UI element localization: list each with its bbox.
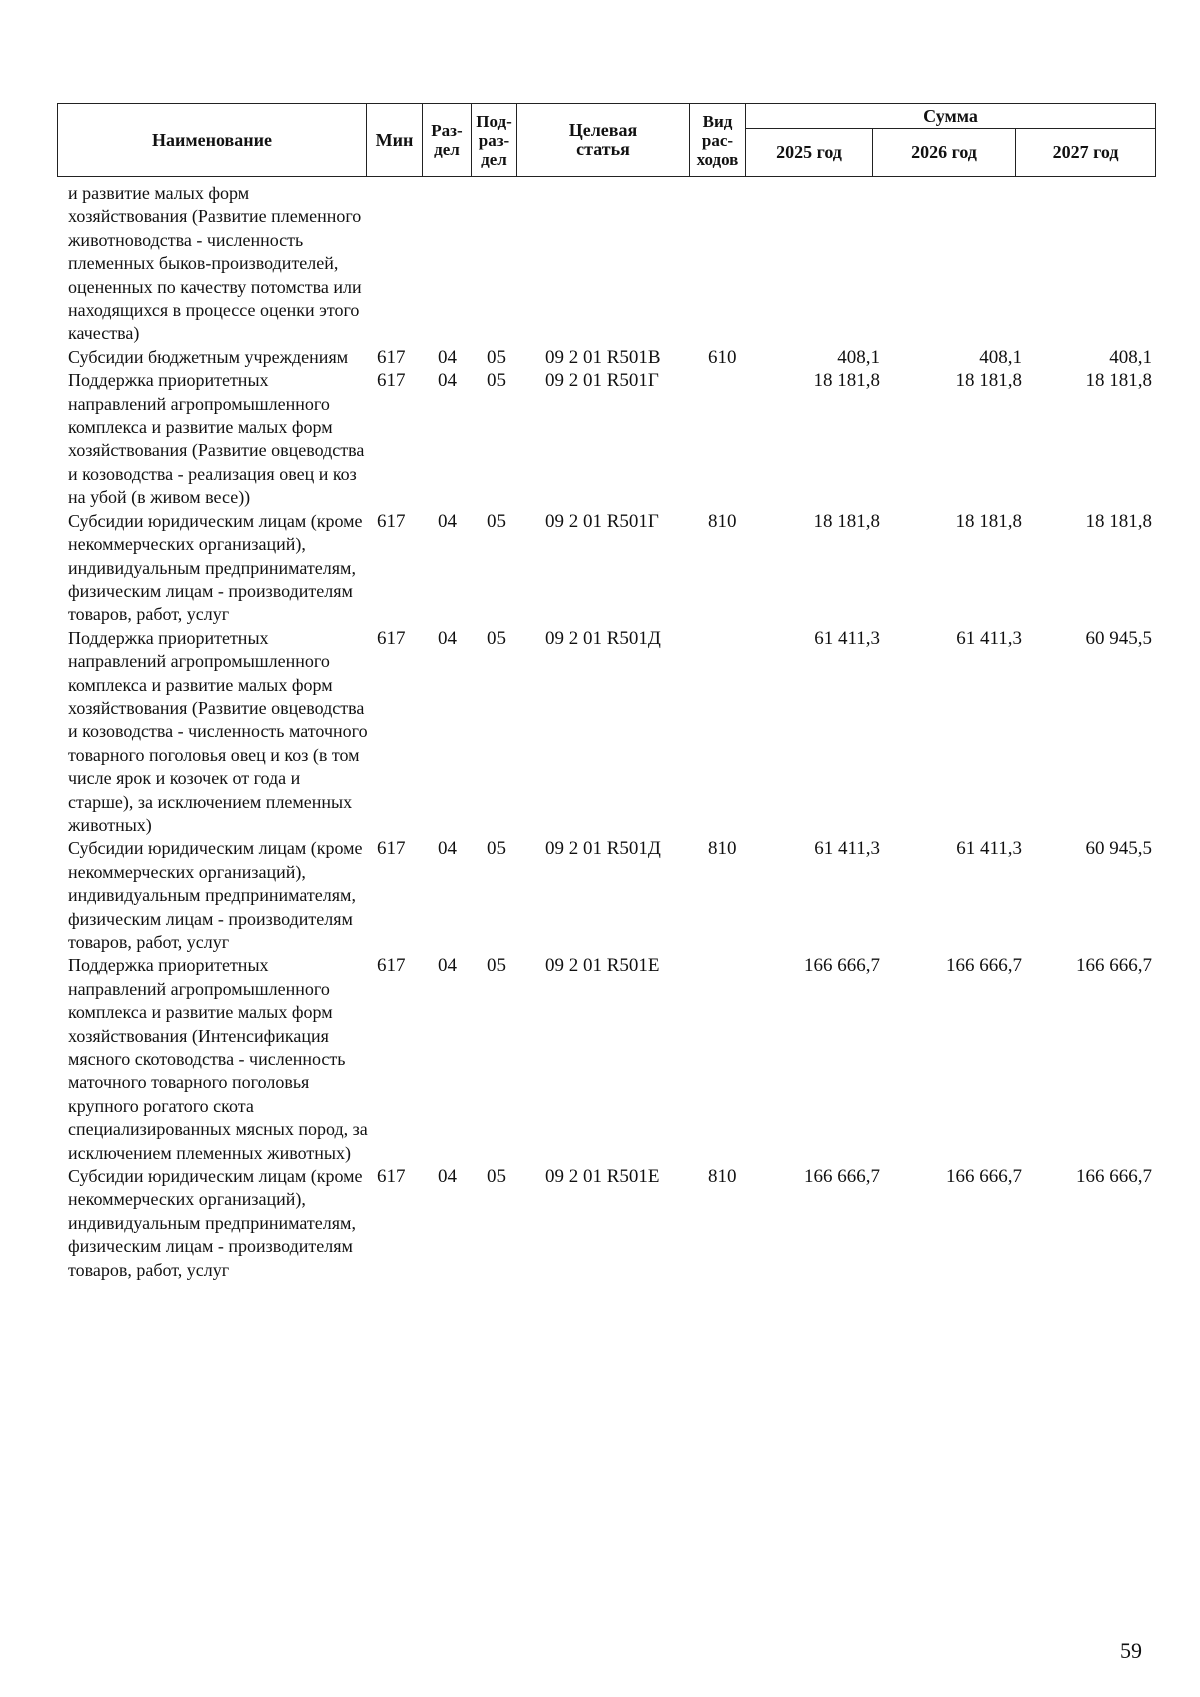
row-value-2025: 408,1 bbox=[837, 346, 880, 368]
header-podrazdel-text: Под- раз- дел bbox=[476, 111, 512, 169]
row-cel-statya: 09 2 01 R501Е bbox=[545, 955, 660, 977]
row-cel-statya: 09 2 01 R501Г bbox=[545, 510, 659, 532]
row-min: 617 bbox=[377, 838, 406, 860]
row-min: 617 bbox=[377, 627, 406, 649]
table-row bbox=[0, 954, 1200, 1165]
row-podrazdel: 05 bbox=[487, 1166, 506, 1188]
row-razdel: 04 bbox=[438, 346, 457, 368]
row-podrazdel: 05 bbox=[487, 346, 506, 368]
table-row bbox=[0, 837, 1200, 954]
row-podrazdel: 05 bbox=[487, 627, 506, 649]
row-name: Поддержка приоритетных направлений агропромышленного комплекса и развитие малых форм хозяйствования (Интенсификация мясного скотоводства - численность маточного товарного поголовья крупного рогатого скота специализированных мясных пород, за исключением племенных животных) bbox=[68, 955, 368, 1163]
row-value-2025: 18 181,8 bbox=[813, 370, 880, 392]
row-value-2025: 61 411,3 bbox=[814, 627, 880, 649]
table-row bbox=[0, 1165, 1200, 1282]
row-value-2026: 61 411,3 bbox=[956, 838, 1022, 860]
row-value-2026: 61 411,3 bbox=[956, 627, 1022, 649]
row-name: Субсидии юридическим лицам (кроме некоммерческих организаций), индивидуальным предпринимателям, физическим лицам - производителям товаров, работ, услуг bbox=[68, 838, 363, 952]
row-cel-statya: 09 2 01 R501Д bbox=[545, 838, 661, 860]
row-name: и развитие малых форм хозяйствования (Развитие племенного животноводства - численность племенных быков-производителей, оцененных по качеству потомства или находящихся в процессе оценки этого качества) bbox=[68, 183, 362, 344]
table-row bbox=[0, 369, 1200, 509]
row-value-2025: 166 666,7 bbox=[804, 1166, 880, 1188]
row-razdel: 04 bbox=[438, 510, 457, 532]
page-number: 59 bbox=[1120, 1638, 1142, 1663]
row-value-2025: 61 411,3 bbox=[814, 838, 880, 860]
row-podrazdel: 05 bbox=[487, 370, 506, 392]
table-header bbox=[57, 103, 1156, 177]
row-value-2026: 408,1 bbox=[979, 346, 1022, 368]
row-min: 617 bbox=[377, 510, 406, 532]
table-row bbox=[0, 627, 1200, 838]
table-row bbox=[0, 346, 1200, 369]
row-vid: 810 bbox=[708, 510, 737, 532]
row-cel-statya: 09 2 01 R501В bbox=[545, 346, 661, 368]
row-razdel: 04 bbox=[438, 838, 457, 860]
row-vid: 810 bbox=[708, 1166, 737, 1188]
row-name: Поддержка приоритетных направлений агропромышленного комплекса и развитие малых форм хозяйствования (Развитие овцеводства и козоводства - численность маточного товарного поголовья овец и коз (в том числе ярок и козочек от года и старше), за исключением племенных животных) bbox=[68, 627, 368, 835]
row-razdel: 04 bbox=[438, 1166, 457, 1188]
row-value-2027: 408,1 bbox=[1109, 346, 1152, 368]
row-razdel: 04 bbox=[438, 627, 457, 649]
row-razdel: 04 bbox=[438, 370, 457, 392]
header-cel-statya bbox=[517, 104, 690, 177]
row-vid: 610 bbox=[708, 346, 737, 368]
row-value-2027: 166 666,7 bbox=[1076, 1166, 1152, 1188]
table-row bbox=[0, 182, 1200, 346]
header-summa: Сумма bbox=[746, 104, 1156, 129]
row-value-2025: 18 181,8 bbox=[813, 510, 880, 532]
header-name: Наименование bbox=[58, 104, 367, 177]
table-body bbox=[0, 182, 1200, 1282]
header-year-2025: 2025 год bbox=[746, 129, 873, 177]
row-podrazdel: 05 bbox=[487, 955, 506, 977]
header-year-2026: 2026 год bbox=[873, 129, 1016, 177]
row-value-2026: 166 666,7 bbox=[946, 955, 1022, 977]
row-value-2027: 60 945,5 bbox=[1085, 838, 1152, 860]
row-value-2026: 18 181,8 bbox=[955, 370, 1022, 392]
row-name: Субсидии юридическим лицам (кроме некоммерческих организаций), индивидуальным предпринимателям, физическим лицам - производителям товаров, работ, услуг bbox=[68, 510, 363, 625]
row-min: 617 bbox=[377, 955, 406, 977]
row-cel-statya: 09 2 01 R501Г bbox=[545, 370, 659, 392]
header-vid-rashodov bbox=[690, 104, 746, 177]
header-vid-rashodov-text: Вид рас- ходов bbox=[696, 111, 739, 169]
row-min: 617 bbox=[377, 370, 406, 392]
row-podrazdel: 05 bbox=[487, 510, 506, 532]
row-value-2027: 18 181,8 bbox=[1085, 370, 1152, 392]
row-podrazdel: 05 bbox=[487, 838, 506, 860]
header-razdel bbox=[423, 104, 472, 177]
header-year-2027: 2027 год bbox=[1016, 129, 1156, 177]
header-cel-statya-text: Целевая статья bbox=[568, 120, 638, 159]
row-value-2026: 166 666,7 bbox=[946, 1166, 1022, 1188]
row-cel-statya: 09 2 01 R501Д bbox=[545, 627, 661, 649]
header-podrazdel bbox=[472, 104, 517, 177]
header-min: Мин bbox=[367, 104, 423, 177]
row-min: 617 bbox=[377, 1166, 406, 1188]
row-value-2027: 18 181,8 bbox=[1085, 510, 1152, 532]
row-value-2027: 166 666,7 bbox=[1076, 955, 1152, 977]
row-name: Субсидии бюджетным учреждениям bbox=[68, 346, 349, 367]
row-cel-statya: 09 2 01 R501Е bbox=[545, 1166, 660, 1188]
header-razdel-text: Раз- дел bbox=[431, 121, 463, 159]
row-name: Поддержка приоритетных направлений агропромышленного комплекса и развитие малых форм хозяйствования (Развитие овцеводства и козоводства - реализация овец и коз на убой (в живом весе)) bbox=[68, 370, 365, 508]
row-value-2027: 60 945,5 bbox=[1085, 627, 1152, 649]
row-vid: 810 bbox=[708, 838, 737, 860]
row-razdel: 04 bbox=[438, 955, 457, 977]
row-min: 617 bbox=[377, 346, 406, 368]
row-value-2025: 166 666,7 bbox=[804, 955, 880, 977]
row-value-2026: 18 181,8 bbox=[955, 510, 1022, 532]
table-row bbox=[0, 510, 1200, 627]
row-name: Субсидии юридическим лицам (кроме некоммерческих организаций), индивидуальным предпринимателям, физическим лицам - производителям товаров, работ, услуг bbox=[68, 1166, 363, 1280]
